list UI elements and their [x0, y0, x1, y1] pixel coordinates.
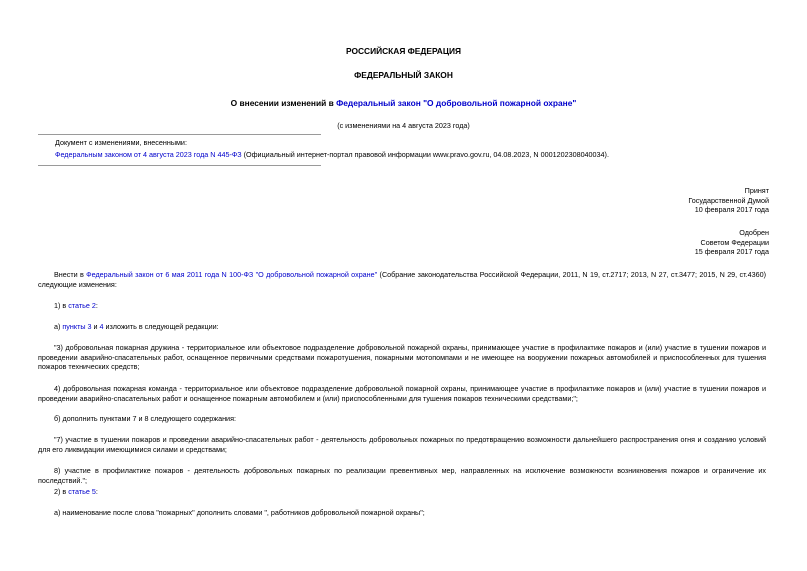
point-3-link[interactable]: пункты 3: [62, 322, 92, 331]
title-prefix: О внесении изменений в: [230, 98, 337, 108]
article-2-link[interactable]: статье 2: [68, 301, 96, 310]
intro-rest: (Собрание законодательства Российской Федерации, 2011, N 19, ст.2717; 2013, N 27, ст.3477; 2015, N 29, ст.4360) следующие изменения:: [38, 270, 766, 289]
title-law-link[interactable]: Федеральный закон "О добровольной пожарной охране": [336, 98, 577, 108]
changes-line: [55, 150, 775, 160]
changes-bottom-divider: [38, 165, 321, 166]
point-7-text: "7) участие в тушении пожаров и проведении аварийно-спасательных работ - деятельность добровольных пожарных по предотвращению возможности дальнейшего распространения огня и созданию условий для его ликвидации имеющимися силами и средствами;: [38, 435, 766, 454]
item-a-and: и: [91, 322, 100, 331]
item-2: [38, 487, 766, 497]
item-1: [38, 301, 766, 311]
item-2-suffix: :: [95, 487, 98, 496]
item-2-prefix: 2) в: [54, 487, 69, 496]
changes-top-divider: [38, 134, 321, 135]
adopted-line2: Государственной Думой: [688, 195, 769, 205]
edition-note: (с изменениями на 4 августа 2023 года): [337, 121, 470, 130]
law-type-heading: ФЕДЕРАЛЬНЫЙ ЗАКОН: [354, 70, 453, 80]
adopted-block: [688, 186, 769, 215]
base-law-link[interactable]: Федеральный закон от 6 мая 2011 года N 100-ФЗ "О добровольной пожарной охране": [86, 270, 378, 279]
item-2a: а) наименование после слова "пожарных" дополнить словами ", работников добровольной пожарной охраны";: [54, 508, 425, 517]
point-4-text: 4) добровольная пожарная команда - территориальное или объектовое подразделение добровольной пожарной охраны, принимающее участие в профилактике пожаров и (или) участие в тушении пожаров и проведении аварийно-спасательных работ и оснащенное пожарным автомобилем и (или) приспособленными для тушения пожаров техническими средствами;";: [38, 384, 766, 403]
amending-law-source: (Официальный интернет-портал правовой информации www.pravo.gov.ru, 04.08.2023, N 0001202308040034).: [241, 150, 609, 159]
country-heading: РОССИЙСКАЯ ФЕДЕРАЦИЯ: [345, 46, 462, 56]
point-3-text: "3) добровольная пожарная дружина - территориальное или объектовое подразделение добровольной пожарной охраны, принимающее участие в профилактике пожаров и (или) участие в тушении пожаров и проведении аварийно-спасательных работ, оснащенное первичными средствами пожаротушения, пожарными мотопомпами и не имеющее на вооружении пожарных автомобилей и приспособленных для тушения пожаров технических средств;: [38, 343, 766, 372]
approved-date: 15 февраля 2017 года: [694, 247, 769, 257]
item-1-suffix: :: [95, 301, 98, 310]
point-8-text: 8) участие в профилактике пожаров - деятельность добровольных пожарных по реализации превентивных мер, направленных на исключение возможности возникновения пожаров и ограничение их последствий.";: [38, 466, 766, 485]
approved-line2: Советом Федерации: [700, 237, 769, 247]
intro-prefix: Внести в: [54, 270, 87, 279]
intro-paragraph: [38, 270, 766, 289]
changes-label: Документ с изменениями, внесенными:: [55, 138, 187, 147]
item-a-prefix: а): [54, 322, 63, 331]
item-a: [38, 322, 766, 332]
approved-block: [695, 228, 769, 257]
amending-law-link[interactable]: Федеральным законом от 4 августа 2023 года N 445-ФЗ: [55, 150, 242, 159]
item-b: б) дополнить пунктами 7 и 8 следующего содержания:: [54, 414, 236, 423]
approved-line1: Одобрен: [739, 228, 769, 237]
article-5-link[interactable]: статье 5: [68, 487, 96, 496]
adopted-date: 10 февраля 2017 года: [694, 205, 769, 215]
point-4-link[interactable]: 4: [99, 322, 104, 331]
document-title: [0, 98, 807, 109]
adopted-line1: Принят: [744, 186, 769, 195]
item-1-prefix: 1) в: [54, 301, 69, 310]
item-a-suffix: изложить в следующей редакции:: [103, 322, 219, 331]
